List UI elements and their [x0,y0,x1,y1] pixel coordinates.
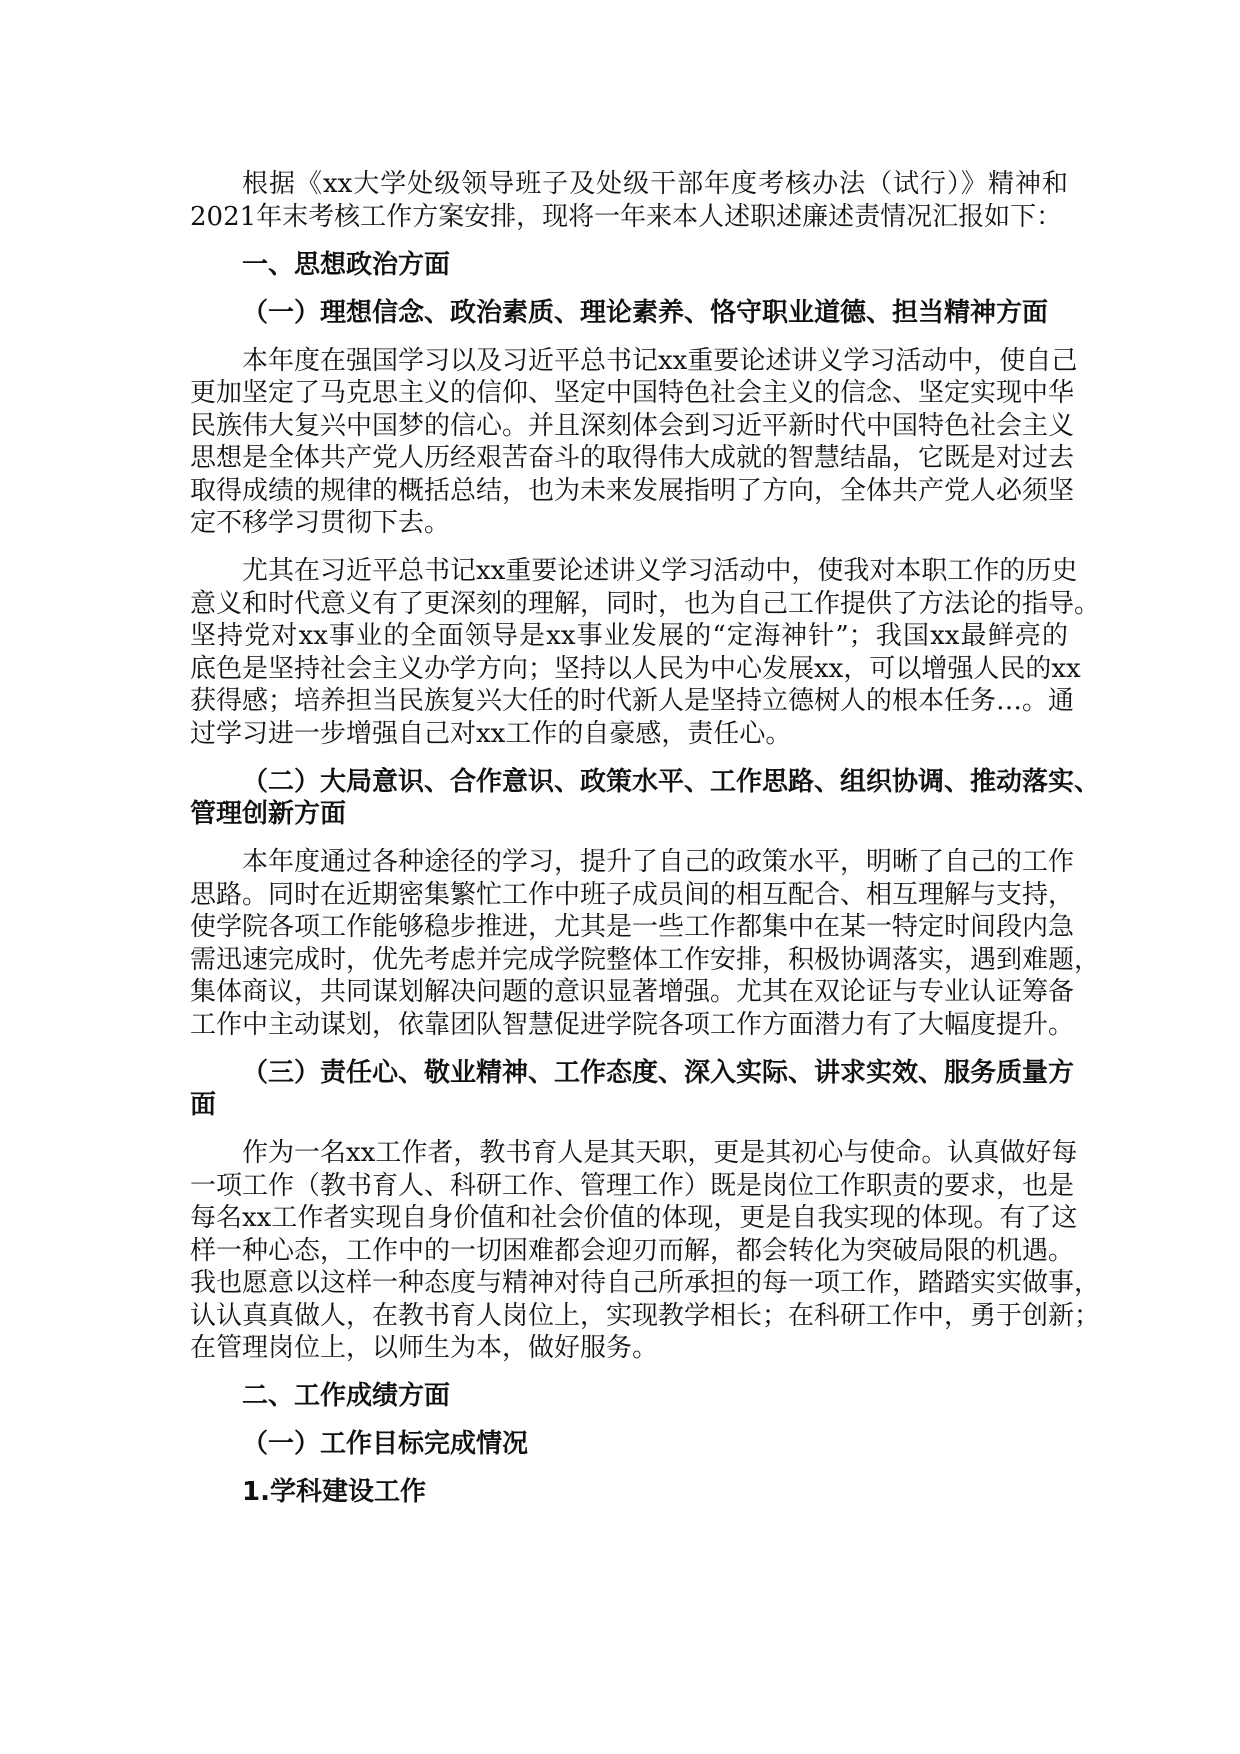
text-line: 一、思想政治方面 [242,249,451,280]
paragraph [190,345,1078,540]
document-page [190,168,1101,1524]
text-line: 过学习进一步增强自己对xx工作的自豪感，责任心。 [190,718,792,749]
paragraph [190,168,1068,233]
section-heading [190,766,1101,831]
text-line: 坚持党对xx事业的全面领导是xx事业发展的“定海神针”；我国xx最鲜亮的 [190,621,1068,651]
text-line: 一项工作（教书育人、科研工作、管理工作）既是岗位工作职责的要求，也是 [190,1170,1075,1201]
text-line: 使学院各项工作能够稳步推进，尤其是一些工作都集中在某一特定时间段内急 [190,912,1075,942]
text-line: 根据《xx大学处级领导班子及处级干部年度考核办法（试行）》精神和 [242,169,1068,199]
section-heading [190,1380,1068,1413]
text-line: 思路。同时在近期密集繁忙工作中班子成员间的相互配合、相互理解与支持， [190,879,1075,910]
text-line: 面 [190,1090,217,1120]
text-line: 本年度在强国学习以及习近平总书记xx重要论述讲义学习活动中，使自己 [242,345,1078,376]
section-heading [190,1476,1068,1509]
section-heading [190,1428,1068,1461]
paragraph [190,555,1101,750]
text-line: 获得感；培养担当民族复兴大任的时代新人是坚持立德树人的根本任务…。通 [190,686,1075,716]
text-line: 1.学科建设工作 [242,1477,426,1507]
section-heading [190,1057,1075,1122]
text-line: 在管理岗位上，以师生为本，做好服务。 [190,1333,659,1363]
text-line: 我也愿意以这样一种态度与精神对待自己所承担的每一项工作，踏踏实实做事， [190,1268,1101,1298]
text-line: 更加坚定了马克思主义的信仰、坚定中国特色社会主义的信念、坚定实现中华 [190,378,1075,408]
text-line: 取得成绩的规律的概括总结，也为未来发展指明了方向，全体共产党人必须坚 [190,475,1075,506]
text-line: 管理创新方面 [190,799,347,829]
text-line: 定不移学习贯彻下去。 [190,508,451,538]
paragraph [190,1137,1101,1365]
section-heading [190,297,1068,330]
section-heading [190,249,1068,282]
text-line: 民族伟大复兴中国梦的信心。并且深刻体会到习近平新时代中国特色社会主义 [190,410,1075,441]
text-line: （二）大局意识、合作意识、政策水平、工作思路、组织协调、推动落实、 [242,766,1101,797]
paragraph [190,846,1101,1041]
text-line: 底色是坚持社会主义办学方向；坚持以人民为中心发展xx，可以增强人民的xx [190,653,1081,684]
text-line: 集体商议，共同谋划解决问题的意识显著增强。尤其在双论证与专业认证筹备 [190,977,1075,1007]
text-line: 需迅速完成时，优先考虑并完成学院整体工作安排，积极协调落实，遇到难题， [190,944,1101,975]
text-line: 认认真真做人，在教书育人岗位上，实现教学相长；在科研工作中，勇于创新； [190,1300,1101,1331]
text-line: 尤其在习近平总书记xx重要论述讲义学习活动中，使我对本职工作的历史 [242,556,1078,586]
text-line: （一）理想信念、政治素质、理论素养、恪守职业道德、担当精神方面 [242,297,1049,328]
text-line: （一）工作目标完成情况 [242,1429,529,1459]
text-line: 工作中主动谋划，依靠团队智慧促进学院各项工作方面潜力有了大幅度提升。 [190,1009,1075,1040]
text-line: 每名xx工作者实现自身价值和社会价值的体现，更是自我实现的体现。有了这 [190,1203,1078,1233]
text-line: 二、工作成绩方面 [242,1381,451,1411]
text-line: 思想是全体共产党人历经艰苦奋斗的取得伟大成就的智慧结晶，它既是对过去 [190,443,1075,473]
text-line: 作为一名xx工作者，教书育人是其天职，更是其初心与使命。认真做好每 [242,1138,1078,1168]
text-line: 本年度通过各种途径的学习，提升了自己的政策水平，明晰了自己的工作 [242,847,1075,877]
text-line: 2021年末考核工作方案安排，现将一年来本人述职述廉述责情况汇报如下： [190,201,1063,232]
text-line: 意义和时代意义有了更深刻的理解，同时，也为自己工作提供了方法论的指导。 [190,588,1101,619]
text-line: （三）责任心、敬业精神、工作态度、深入实际、讲求实效、服务质量方 [242,1057,1075,1088]
text-line: 样一种心态，工作中的一切困难都会迎刃而解，都会转化为突破局限的机遇。 [190,1235,1075,1266]
